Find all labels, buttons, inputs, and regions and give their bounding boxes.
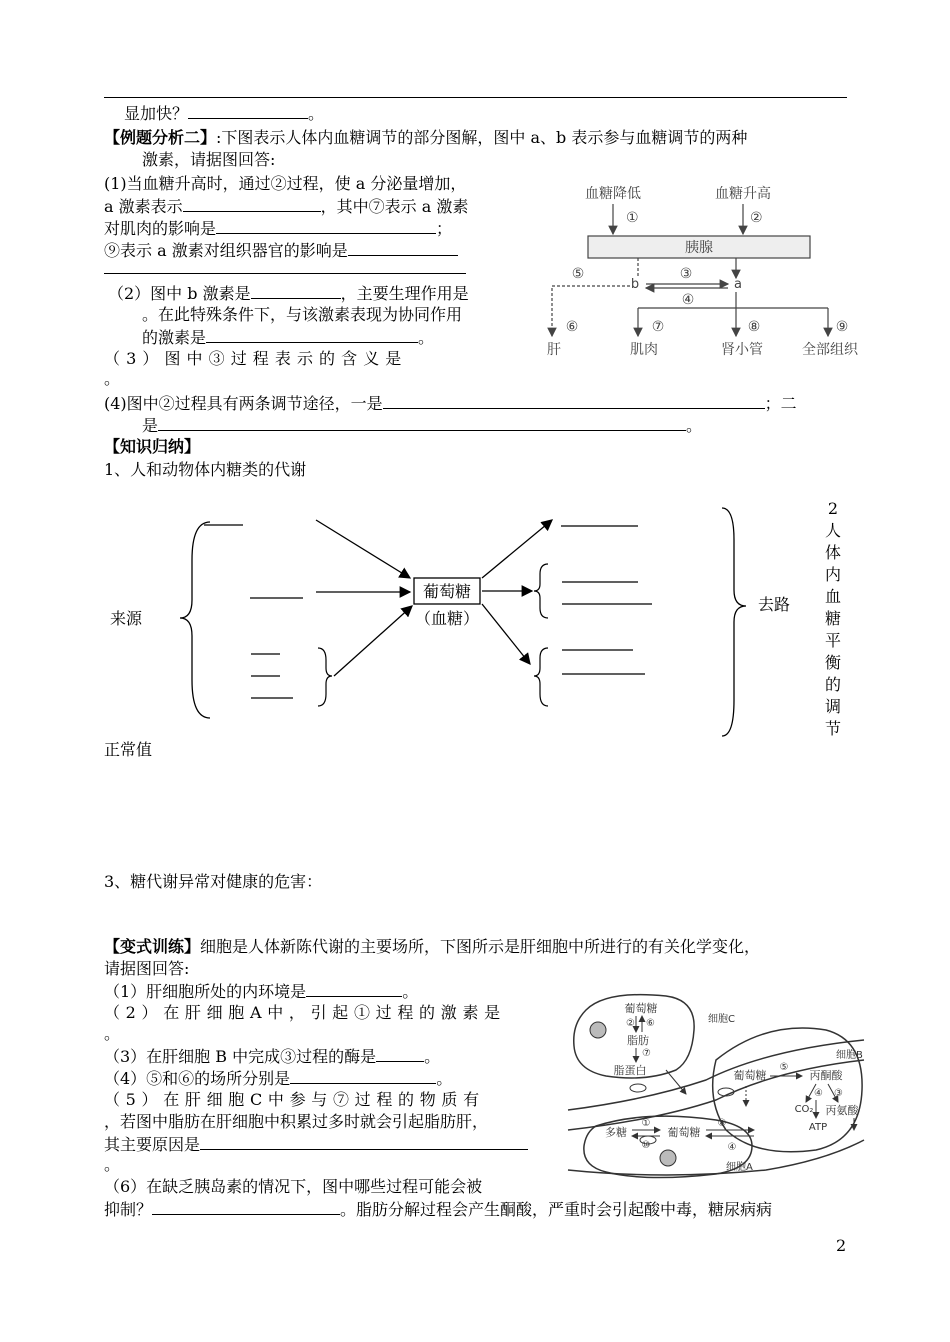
num-8: ⑧ (747, 319, 761, 335)
answer-blank[interactable] (348, 240, 458, 256)
side-char: 血 (824, 587, 841, 606)
side-char: 内 (824, 565, 841, 584)
num-7: ⑦ (651, 319, 665, 335)
q1-line-a: (1)当血糖升高时，通过②过程，使 a 分泌量增加， (104, 174, 467, 193)
label-glucose-b: 葡萄糖 (733, 1069, 767, 1082)
num-5: ⑤ (779, 1062, 789, 1073)
num-9: ⑨ (835, 319, 849, 335)
q2-a2-text: ，主要生理作用是 (340, 284, 469, 303)
v-q4 (104, 1068, 452, 1089)
answer-blank[interactable] (290, 1068, 436, 1084)
q1-b-text: a 激素表示 (104, 197, 183, 216)
label-dest: 去路 (758, 595, 791, 614)
v-q4-text: （4）⑤和⑥的场所分别是 (104, 1069, 291, 1088)
source-brace (180, 522, 210, 718)
page-number: 2 (836, 1236, 847, 1255)
label-pyruvate: 丙酮酸 (809, 1069, 843, 1082)
num-6: ⑥ (565, 319, 579, 335)
side-char: 糖 (824, 609, 841, 628)
label-atp: ATP (808, 1122, 828, 1133)
label-blood: （血糖） (414, 609, 480, 628)
dest-brace-2 (534, 564, 548, 618)
side-char: 人 (824, 521, 841, 540)
v-q2: （ 2 ） 在 肝 细 胞 A 中 ， 引 起 ① 过 程 的 激 素 是 (104, 1003, 501, 1022)
q4-b2-text: 。 (686, 416, 703, 435)
q1-c2-text: ； (436, 219, 453, 238)
side-char: 的 (824, 675, 841, 694)
v-q1-text: （1）肝细胞所处的内环境是 (104, 982, 307, 1001)
label-low: 血糖降低 (585, 186, 641, 202)
variant-title-line (104, 937, 760, 957)
example2-title-line (104, 128, 747, 148)
num-3: ③ (834, 1088, 843, 1099)
label-tissue: 全部组织 (802, 342, 858, 358)
nucleus-c (590, 1022, 606, 1038)
normal-value: 正常值 (104, 740, 153, 759)
label-poly: 多糖 (605, 1126, 627, 1139)
carry-end: 。 (308, 104, 325, 123)
v-q5-a: （ 5 ） 在 肝 细 胞 C 中 参 与 ⑦ 过 程 的 物 质 有 (104, 1090, 480, 1109)
num-4: ④ (681, 292, 695, 308)
nucleus-a (660, 1150, 676, 1166)
q4-line-a (104, 393, 797, 414)
num-5: ⑤ (571, 266, 585, 282)
label-kidney: 肾小管 (721, 342, 763, 358)
q1-c-text: 对肌肉的影响是 (104, 219, 217, 238)
num-1: ① (626, 210, 639, 226)
answer-blank[interactable] (376, 1046, 424, 1062)
label-lipoprotein: 脂蛋白 (613, 1064, 647, 1077)
num-10: ⑩ (641, 1140, 651, 1151)
answer-blank[interactable] (200, 1134, 528, 1150)
example2-title: 【例题分析二】 (104, 128, 217, 147)
label-liver: 肝 (547, 342, 561, 358)
example2-intro2: 激素，请据图回答: (142, 150, 276, 169)
q4-line-b (142, 415, 702, 436)
source-small-brace (318, 648, 332, 706)
v-q5-end: 。 (104, 1155, 121, 1174)
carry-text: 显加快？ (124, 104, 189, 123)
q1-d-text: ⑨表示 a 激素对组织器官的影响是 (104, 241, 348, 260)
answer-blank[interactable] (183, 196, 321, 212)
label-high: 血糖升高 (715, 186, 771, 202)
q2-c-text: 的激素是 (142, 328, 207, 347)
variant-intro2: 请据图回答: (104, 959, 190, 978)
q3-line: （ 3 ） 图 中 ③ 过 程 表 示 的 含 义 是 (104, 349, 402, 368)
label-cell-b: 细胞B (836, 1050, 863, 1061)
label-muscle: 肌肉 (630, 342, 658, 358)
v-q2-end: 。 (104, 1024, 121, 1043)
side-char: 体 (824, 543, 841, 562)
pancreas-label: 胰腺 (685, 240, 713, 256)
num-6: ⑥ (646, 1018, 655, 1029)
q3-end: 。 (104, 369, 121, 388)
label-fat: 脂肪 (627, 1034, 649, 1047)
answer-blank[interactable] (306, 981, 402, 997)
variant-intro: 细胞是人体新陈代谢的主要场所，下图所示是肝细胞中所进行的有关化学变化， (200, 937, 761, 956)
variant-title: 【变式训练】 (104, 937, 201, 956)
answer-blank[interactable] (152, 1199, 340, 1215)
knowledge-title: 【知识归纳】 (104, 437, 201, 456)
answer-blank[interactable] (216, 218, 436, 234)
q1-line-b (104, 196, 468, 217)
answer-blank[interactable] (383, 393, 765, 409)
q1-line-d (104, 240, 458, 261)
answer-blank[interactable] (251, 283, 341, 299)
side-char: 2 (827, 499, 839, 518)
label-glucose-a: 葡萄糖 (667, 1126, 701, 1139)
q4-a-text: (4)图中②过程具有两条调节途径，一是 (104, 394, 383, 413)
answer-blank[interactable] (206, 327, 418, 343)
v-q5-b: ，若图中脂肪在肝细胞中积累过多时就会引起脂肪肝， (104, 1112, 489, 1131)
q2-c2-text: 。 (418, 328, 435, 347)
num-2: ② (626, 1018, 635, 1029)
liver-cell-diagram (566, 990, 866, 1180)
header-rule (104, 97, 847, 98)
label-a: a (734, 277, 742, 292)
example2-intro: :下图表示人体内血糖调节的部分图解，图中 a、b 表示参与血糖调节的两种 (216, 128, 748, 147)
answer-blank[interactable] (188, 103, 308, 119)
glucose-regulation-diagram (538, 176, 868, 366)
side-vertical-label (823, 498, 843, 740)
side-char: 衡 (824, 653, 841, 672)
answer-blank-full[interactable] (104, 273, 466, 274)
carry-line (124, 103, 324, 124)
v-q6-b-text: 抑制？ (104, 1200, 153, 1219)
num-4: ④ (814, 1088, 823, 1099)
label-co2: CO₂ (794, 1104, 814, 1115)
q2-line-b: 。在此特殊条件下，与该激素表现为协同作用 (142, 305, 463, 324)
v-q6-a: （6）在缺乏胰岛素的情况下，图中哪些过程可能会被 (104, 1177, 483, 1196)
knowledge-item3: 3、糖代谢异常对健康的危害： (104, 872, 323, 891)
q2-line-a (108, 283, 469, 304)
q1-line-c (104, 218, 452, 239)
q4-a2-text: ；二 (764, 394, 797, 413)
v-q1 (104, 981, 418, 1002)
answer-blank[interactable] (158, 415, 686, 431)
q4-b-text: 是 (142, 416, 159, 435)
num-8: ⑧ (717, 1118, 727, 1129)
v-q1-end: 。 (402, 982, 419, 1001)
q2-line-c (142, 327, 434, 348)
num-2: ② (750, 210, 763, 226)
v-q3-text: （3）在肝细胞 B 中完成③过程的酶是 (104, 1047, 377, 1066)
v-q4-end: 。 (436, 1069, 453, 1088)
label-glucose-c: 葡萄糖 (624, 1002, 658, 1015)
v-q3-end: 。 (424, 1047, 441, 1066)
v-q6-b (104, 1199, 772, 1220)
num-1: ① (641, 1118, 651, 1129)
label-cell-a: 细胞A (726, 1162, 753, 1173)
num-7: ⑦ (642, 1048, 651, 1059)
v-q3 (104, 1046, 440, 1067)
side-char: 节 (824, 719, 841, 738)
label-alanine: 丙氨酸 (825, 1104, 859, 1117)
side-char: 平 (824, 631, 841, 650)
v-q5-c (104, 1134, 528, 1155)
v-q5-c-text: 其主要原因是 (104, 1135, 201, 1154)
q1-b2-text: ，其中⑦表示 a 激素 (320, 197, 469, 216)
dest-brace-3 (534, 648, 548, 706)
v-q6-b2-text: 。脂肪分解过程会产生酮酸，严重时会引起酸中毒，糖尿病病 (340, 1200, 773, 1219)
q2-a-text: （2）图中 b 激素是 (108, 284, 251, 303)
label-glucose: 葡萄糖 (422, 582, 472, 601)
label-b: b (630, 277, 640, 292)
knowledge-item1: 1、人和动物体内糖类的代谢 (104, 460, 307, 479)
dest-brace (722, 508, 746, 736)
num-4b: ④ (727, 1142, 737, 1153)
label-source: 来源 (110, 609, 143, 628)
num-3: ③ (679, 266, 693, 282)
label-cell-c: 细胞C (708, 1014, 735, 1025)
side-char: 调 (824, 697, 841, 716)
sugar-metabolism-diagram (100, 500, 800, 740)
